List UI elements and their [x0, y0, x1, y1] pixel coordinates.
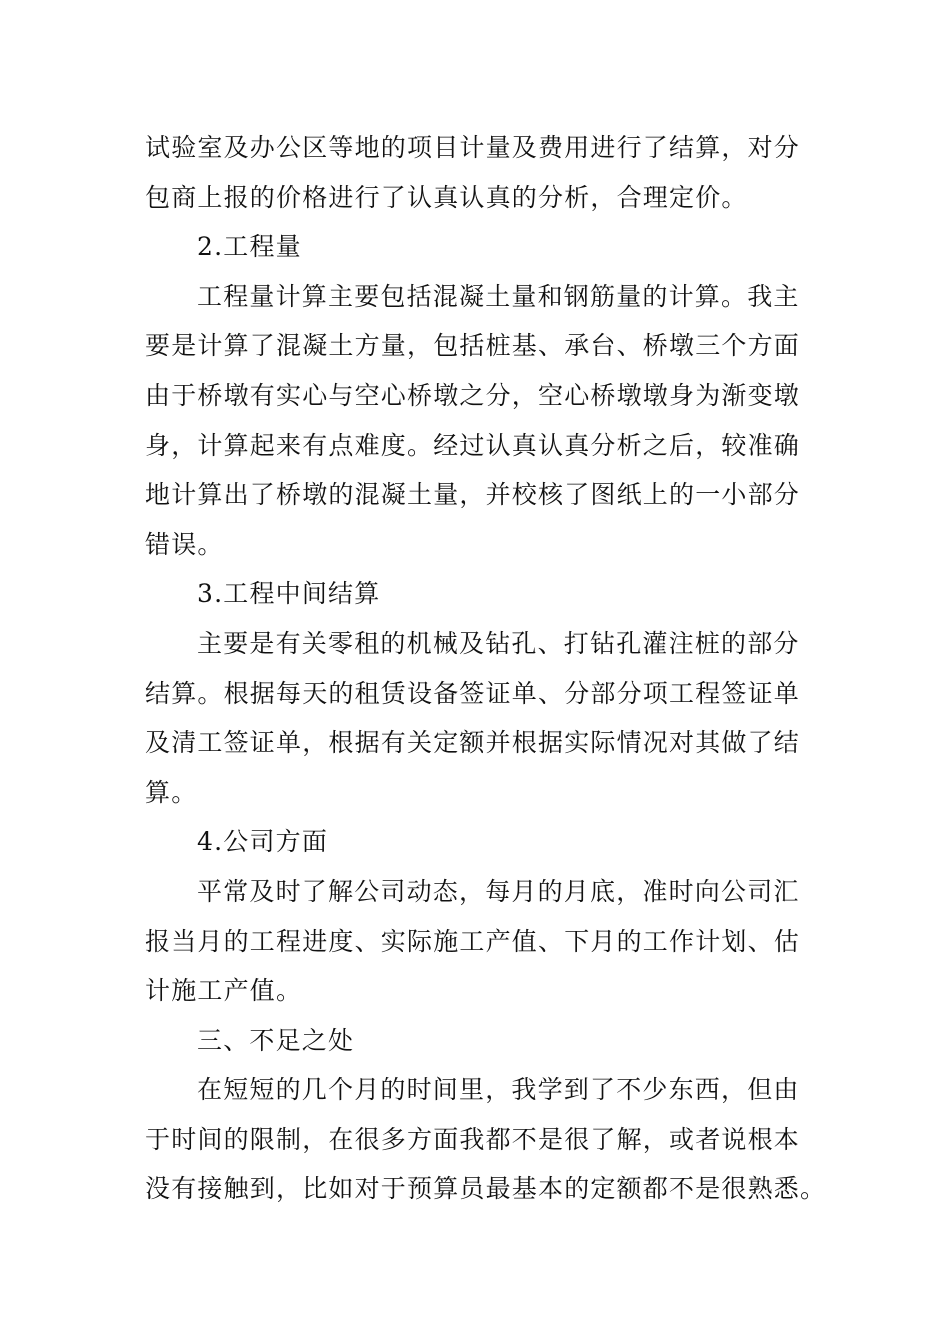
text-line: 地计算出了桥墩的混凝土量，并校核了图纸上的一小部分: [145, 480, 801, 510]
text-line: 工程量计算主要包括混凝土量和钢筋量的计算。我主: [197, 281, 800, 311]
text-line: 结算。根据每天的租赁设备签证单、分部分项工程签证单: [145, 678, 801, 708]
text-line: 算。: [145, 777, 198, 807]
text-line: 平常及时了解公司动态，每月的月底，准时向公司汇: [197, 876, 800, 906]
document-body: [145, 123, 827, 1214]
text-line: 及清工签证单，根据有关定额并根据实际情况对其做了结: [145, 728, 801, 758]
section-heading: 4.公司方面: [197, 827, 329, 857]
text-line: 报当月的工程进度、实际施工产值、下月的工作计划、估: [145, 926, 801, 956]
text-line: 计施工产值。: [145, 976, 303, 1006]
text-line: 主要是有关零租的机械及钻孔、打钻孔灌注桩的部分: [197, 628, 800, 658]
text-line: 由于桥墩有实心与空心桥墩之分，空心桥墩墩身为渐变墩: [145, 380, 801, 410]
text-line: 在短短的几个月的时间里，我学到了不少东西，但由: [197, 1075, 800, 1105]
section-heading: 3.工程中间结算: [197, 579, 381, 609]
text-line: 包商上报的价格进行了认真认真的分析，合理定价。: [145, 182, 748, 212]
text-line: 试验室及办公区等地的项目计量及费用进行了结算，对分: [145, 133, 801, 162]
text-line: 没有接触到，比如对于预算员最基本的定额都不是很熟悉。: [145, 1174, 827, 1204]
section-heading: 三、不足之处: [197, 1025, 355, 1055]
text-line: 于时间的限制，在很多方面我都不是很了解，或者说根本: [145, 1124, 801, 1154]
text-line: 要是计算了混凝土方量，包括桩基、承台、桥墩三个方面: [145, 331, 801, 361]
section-heading: 2.工程量: [197, 232, 302, 262]
text-line: 身，计算起来有点难度。经过认真认真分析之后，较准确: [145, 430, 801, 460]
text-line: 错误。: [145, 529, 224, 559]
